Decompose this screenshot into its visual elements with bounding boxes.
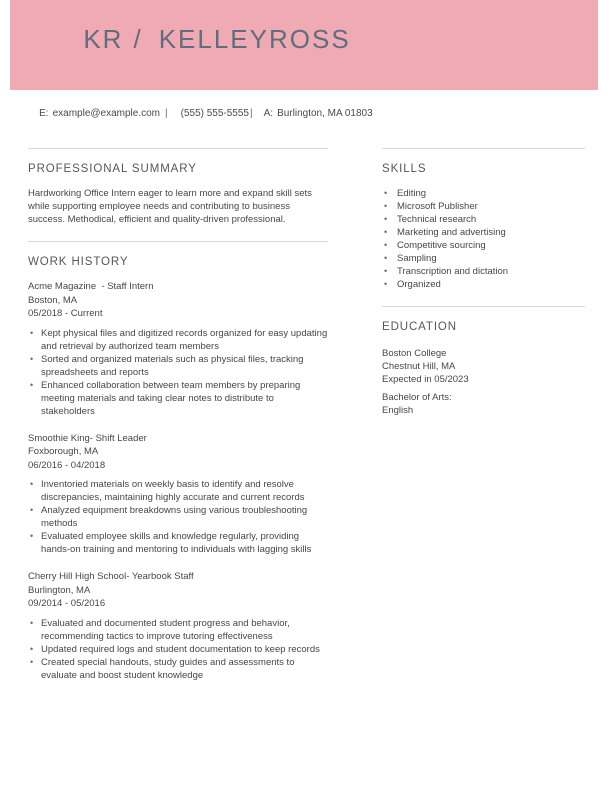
job-title: Acme Magazine - Staff Intern [28,281,154,292]
job-location: Burlington, MA [28,584,91,596]
monogram: KR [83,24,124,54]
skill-text: Technical research [397,214,477,225]
job-dates: 09/2014 - 05/2016 [28,598,106,609]
skills-list [382,187,585,291]
job-bullet-list [28,478,328,556]
bullet-icon: • [30,353,34,364]
education-degree: Bachelor of Arts: [382,392,452,403]
skill-text: Competitive sourcing [397,240,486,251]
education-school-block [382,347,585,386]
skill-text: Microsoft Publisher [397,201,478,212]
job-bullet-text: Analyzed equipment breakdowns using various troubleshooting methods [41,505,308,529]
address-label: A: [263,108,274,119]
email-value: example@example.com [52,108,160,119]
education-location: Chestnut Hill, MA [382,361,456,372]
professional-summary-text: Hardworking Office Intern eager to learn more and expand skill sets while supporting employee needs and contributing to business success. Methodical, efficient and quality-driven professional. [28,188,312,225]
job-bullet [30,379,328,418]
header-banner [10,0,598,90]
full-name: KELLEYROSS [158,24,351,54]
job-bullet [30,504,328,530]
job-bullet [30,656,328,682]
job-bullet [30,353,328,379]
job-title: Smoothie King- Shift Leader [28,432,147,444]
education-expected: Expected in 05/2023 [382,374,469,385]
left-column [28,148,328,682]
education-heading: EDUCATION [382,321,457,333]
job-bullet [30,643,328,656]
skill-text: Marketing and advertising [397,227,506,238]
job-bullet [30,478,328,504]
bullet-icon: • [30,479,34,489]
contact-line [28,97,373,130]
job-bullet-text: Kept physical files and digitized records organized for easy updating and retrieval by authorized team members [41,327,328,352]
job-entry [28,432,328,557]
bullet-icon: • [384,253,388,263]
bullet-icon: • [30,656,34,667]
job-bullet-text: Sorted and organized materials such as physical files, tracking spreadsheets and reports [41,353,304,378]
job-dates: 06/2016 - 04/2018 [28,459,106,471]
job-entry [28,280,328,418]
skill-item [384,278,585,291]
section-skills [382,148,585,291]
job-list [28,280,328,682]
education-major: English [382,405,414,416]
skill-item [384,252,585,265]
job-bullet-text: Evaluated and documented student progress and behavior, recommending tactics to improve tutoring effectiveness [41,617,290,642]
skill-item [384,187,585,200]
job-entry [28,570,328,682]
job-bullet [30,327,328,353]
bullet-icon: • [384,201,388,211]
bullet-icon: • [384,279,388,289]
job-bullet-list [28,327,328,418]
bullet-icon: • [384,188,388,198]
work-history-heading: WORK HISTORY [28,256,129,268]
education-school: Boston College [382,348,447,359]
professional-summary-heading: PROFESSIONAL SUMMARY [28,163,197,175]
skill-text: Sampling [397,253,437,264]
bullet-icon: • [30,327,34,338]
bullet-icon: • [30,643,34,654]
job-title: Cherry Hill High School- Yearbook Staff [28,571,194,582]
section-education [382,306,585,417]
skill-item [384,213,585,226]
job-bullet-text: Enhanced collaboration between team members by preparing meeting materials and taking clear notes to distribute to stakeholders [41,379,301,417]
job-bullet-list [28,617,328,682]
right-column [382,148,585,417]
contact-divider-2: | [250,108,253,119]
bullet-icon: • [30,531,34,541]
skill-text: Organized [397,279,441,290]
bullet-icon: • [384,227,388,237]
skills-heading: SKILLS [382,163,427,175]
bullet-icon: • [384,266,388,276]
skill-item [384,226,585,239]
phone-value: (555) 555-5555 [180,108,249,119]
skill-item [384,265,585,278]
section-professional-summary [28,148,328,226]
job-bullet [30,617,328,643]
body-columns [28,148,585,682]
job-bullet-text: Updated required logs and student documentation to keep records [41,643,320,655]
skill-item [384,200,585,213]
skill-item [384,239,585,252]
skill-text: Transcription and dictation [397,266,509,277]
job-dates: 05/2018 - Current [28,308,103,319]
name-separator: / [133,24,143,54]
job-bullet [30,530,328,556]
bullet-icon: • [30,505,34,515]
section-work-history [28,241,328,682]
education-degree-block [382,391,585,417]
job-location: Boston, MA [28,294,78,306]
job-bullet-text: Evaluated employee skills and knowledge regularly, providing hands-on training and mentoring to individuals with lagging skills [41,531,312,555]
contact-divider-1: | [165,108,168,119]
bullet-icon: • [384,214,388,224]
job-bullet-text: Inventoried materials on weekly basis to identify and resolve discrepancies, maintaining highly accurate and current records [41,479,305,503]
address-value: Burlington, MA 01803 [277,108,373,119]
job-location: Foxborough, MA [28,446,99,457]
bullet-icon: • [30,379,34,390]
bullet-icon: • [384,240,388,250]
bullet-icon: • [30,617,34,628]
email-label: E: [39,108,49,119]
skill-text: Editing [397,188,427,199]
job-bullet-text: Created special handouts, study guides and assessments to evaluate and boost student knowledge [41,656,295,681]
candidate-name [28,0,351,86]
